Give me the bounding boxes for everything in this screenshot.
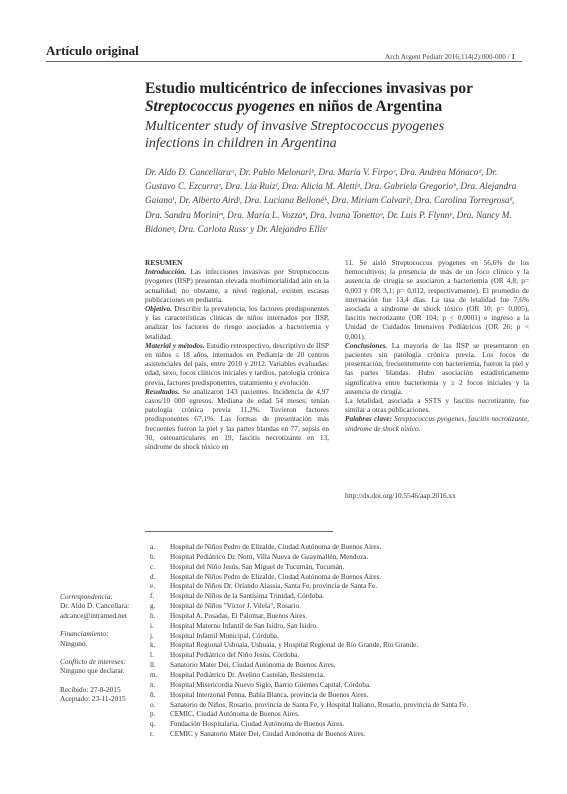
correspondence-email[interactable]: adcance@intramed.net xyxy=(60,610,127,620)
affiliation-key: j. xyxy=(150,631,154,640)
abstract-right-column xyxy=(345,258,529,433)
author-list: Dr. Aldo D. Cancellaraᵃ, Dr. Pablo Melonariᵇ, Dra. María V. Firpoᶜ, Dra. Andrea Mónacoᵈ, Dr. Gustavo C. Ezcurraᵉ, Dra. Lía Ruizᶠ, Dra. Alicia M. Alettiᵍ, Dra. Gabriela Gregorioʰ, Dra. Alejandra Gaianoⁱ, Dr. Alberto Airdʲ, Dra. Luciana Bellonéᵏ, Dra. Miriam Calvariˡ, Dra. Carolina Torregrosaˡˡ, Dra. Sandra Moriniᵐ, Dra. María L. Vozzaⁿ, Dra. Ivana Tonettoᵒ, Dr. Luis P. Flynnᵖ, Dra. Nancy M. Bidoneᵍ, Dra. Carlota Russʳ y Dr. Alejandro Ellisʳ xyxy=(145,167,517,234)
intro-label: Introducción. xyxy=(145,267,187,277)
affiliation-text: Hospital del Niño Jesús, San Miguel de Tucumán, Tucumán. xyxy=(170,562,345,571)
affiliation-text: Hospital de Niños Pedro de Elizalde, Ciudad Autónoma de Buenos Aires. xyxy=(170,543,382,551)
affiliation-key: d. xyxy=(150,572,156,581)
affiliation-key: a. xyxy=(150,543,155,551)
doi-link[interactable]: http://dx.doi.org/10.5546/aap.2016.xx xyxy=(345,491,456,500)
affiliation-item xyxy=(145,710,535,720)
affiliation-item xyxy=(145,622,535,632)
conclusions-label: Conclusiones. xyxy=(345,340,388,350)
correspondence-name: Dr. Aldo D. Cancellara: xyxy=(60,601,130,611)
abstract-heading: RESUMEN xyxy=(145,258,183,267)
affiliation-item xyxy=(145,592,535,602)
affiliation-key: q. xyxy=(150,720,156,729)
affiliation-item xyxy=(145,701,535,711)
title-es-part2: en niños de Argentina xyxy=(295,98,443,115)
abstract-left-column xyxy=(145,258,329,451)
affiliation-text: Hospital Regional Ushuaia, Ushuaia, y Hospital Regional de Río Grande, Río Grande. xyxy=(170,641,419,650)
affiliations-list xyxy=(145,543,535,740)
affiliation-text: Hospital Infantil Municipal, Córdoba. xyxy=(170,631,279,640)
funding-label: Financiamiento: xyxy=(60,629,109,639)
received-date: Recibido: 27-8-2015 xyxy=(60,684,121,694)
affiliation-key: b. xyxy=(150,552,156,561)
affiliation-key: r. xyxy=(150,730,154,739)
affiliation-text: CEMIC, Ciudad Autónoma de Buenos Aires. xyxy=(170,710,300,719)
affiliation-text: Sanatorio de Niños, Rosario, provincia de Santa Fe, y Hospital Italiano, Rosario, provincia de Santa Fe. xyxy=(170,700,469,709)
results-text: Se analizaron 143 pacientes. Incidencia de 4,97 casos/10 000 egresos. Mediana de edad 54 meses; tenían patología crónica previa 11,2%. Tuvieron factores predisponentes 67,1%. Las formas de presentación más frecuentes fueron la piel y las partes blandas en 77, sepsis en 30, osteoarticulares en 19, fascitis necrotizante en 13, síndrome de shock tóxico en xyxy=(145,386,329,452)
affiliation-item xyxy=(145,661,535,671)
affiliation-item xyxy=(145,632,535,642)
dates-block xyxy=(60,685,145,704)
footnote-rule xyxy=(145,531,333,532)
methods-text: Estudio retrospectivo, descriptivo de IISP en niños ≤ 18 años, internados en Pediatría de 20 centros asistenciales del país, entre 2010 y 2012. Variables evaluadas: edad, sexo, focos clínicos iniciales y tardíos, patología crónica previa, factores predisponentes, tratamiento y evolución. xyxy=(145,340,329,387)
funding-value: Ninguno. xyxy=(60,638,88,648)
accepted-date: Aceptado: 23-11-2015 xyxy=(60,694,126,704)
correspondence-label: Correspondencia: xyxy=(60,592,113,601)
affiliation-key: h. xyxy=(150,611,156,620)
intro-text: Las infecciones invasivas por Streptococcus pyogenes (IISP) presentan elevada morbimortalidad aún en la actualidad; no obstante, a nivel regional, existen escasas publicaciones en pediatría. xyxy=(145,267,329,304)
page-separator: / xyxy=(507,53,512,61)
keywords-text: Streptococcus pyogenes, fascitis necrotizante, síndrome de shock tóxico. xyxy=(345,414,530,433)
journal-reference xyxy=(385,53,515,61)
header-rule xyxy=(46,61,522,62)
affiliation-key: f. xyxy=(150,592,155,601)
conclusions-text: La mayoría de las IISP se presentaron en pacientes sin patología crónica previa. Los focos de presentación, frecuentemente con bacteriemia, fueron la piel y las partes blandas. Hubo asociación estadísticamente significativa entre bacteriemia y ≥ 2 focos iniciales y la ausencia de cirugía. xyxy=(345,340,529,396)
affiliation-text: Hospital de Niños "Víctor J. Vilela", Rosario. xyxy=(170,602,301,611)
conclusions-continued: La letalidad, asociada a SSTS y fascitis necrotizante, fue similar a otras publicaciones. xyxy=(345,396,529,415)
objective-label: Objetivo. xyxy=(145,304,172,314)
correspondence-block xyxy=(60,592,145,620)
affiliation-item xyxy=(145,543,535,553)
abstract-methods xyxy=(145,341,329,387)
affiliation-item xyxy=(145,651,535,661)
affiliation-key: l. xyxy=(150,651,154,660)
abstract-introduction xyxy=(145,267,329,304)
affiliation-text: Hospital Pediátrico del Niño Jesús, Córdoba. xyxy=(170,651,300,660)
abstract-objective xyxy=(145,304,329,341)
affiliation-item xyxy=(145,691,535,701)
affiliation-item xyxy=(145,602,535,612)
affiliation-key: ll. xyxy=(150,661,156,670)
affiliation-text: Fundación Hospitalaria, Ciudad Autónoma de Buenos Aires. xyxy=(170,720,345,729)
section-label: Artículo original xyxy=(46,43,139,58)
page-number: 1 xyxy=(511,53,515,61)
affiliation-item xyxy=(145,563,535,573)
affiliation-item xyxy=(145,573,535,583)
affiliation-key: c. xyxy=(150,562,155,571)
affiliation-key: ñ. xyxy=(150,690,156,699)
abstract-conclusions xyxy=(345,341,529,396)
affiliation-item xyxy=(145,582,535,592)
affiliation-item xyxy=(145,730,535,740)
title-es-part1: Estudio multicéntrico de infecciones invasivas por xyxy=(145,80,473,97)
conflicts-value: Ninguno que declarar. xyxy=(60,666,125,676)
methods-label: Material y métodos. xyxy=(145,340,205,350)
affiliation-key: o. xyxy=(150,700,156,709)
affiliation-key: e. xyxy=(150,582,155,591)
affiliation-text: Hospital Materno Infantil de San Isidro, San Isidro. xyxy=(170,621,318,630)
affiliation-key: k. xyxy=(150,641,156,650)
affiliation-text: Sanatorio Mater Dei, Ciudad Autónoma de Buenos Aires. xyxy=(170,661,336,670)
affiliation-item xyxy=(145,641,535,651)
affiliation-text: Hospital Pediátrico Dr. Avelino Castelán, Resistencia. xyxy=(170,670,325,679)
affiliation-key: n. xyxy=(150,680,156,689)
title-en-line1: Multicenter study of invasive Streptococcus pyogenes xyxy=(145,119,445,134)
title-es-species: Streptococcus pyogenes xyxy=(145,98,296,115)
affiliation-text: Hospital de Niños Dr. Orlando Alassia, Santa Fe, provincia de Santa Fe. xyxy=(170,582,378,591)
affiliation-text: Hospital Pediátrico Dr. Notti, Villa Nueva de Guaymallén, Mendoza. xyxy=(170,552,369,561)
affiliation-key: i. xyxy=(150,621,154,630)
affiliation-item xyxy=(145,720,535,730)
affiliation-item xyxy=(145,671,535,681)
affiliation-item xyxy=(145,553,535,563)
affiliation-text: Hospital A. Posadas, El Palomar, Buenos Aires. xyxy=(170,611,308,620)
affiliation-item xyxy=(145,612,535,622)
conflicts-label: Conflicto de intereses: xyxy=(60,657,126,667)
title-en-line2: infections in children in Argentina xyxy=(145,136,337,151)
affiliation-item xyxy=(145,681,535,691)
abstract-keywords xyxy=(345,414,529,432)
affiliation-text: Hospital Interzonal Penna, Bahía Blanca, provincia de Buenos Aires. xyxy=(170,690,369,699)
article-sidebar xyxy=(60,592,145,713)
affiliation-key: m. xyxy=(150,670,158,679)
abstract-results xyxy=(145,387,329,451)
title-english xyxy=(145,118,525,152)
journal-citation: Arch Argent Pediatr 2016;114(2):000-000 xyxy=(385,53,506,61)
results-label: Resultados. xyxy=(145,386,180,396)
funding-block xyxy=(60,629,145,648)
affiliation-text: Hospital de Niños Pedro de Elizalde, Ciudad Autónoma de Buenos Aires. xyxy=(170,572,382,581)
conflicts-block xyxy=(60,657,145,676)
affiliation-key: p. xyxy=(150,710,156,719)
affiliation-text: CEMIC y Sanatorio Mater Dei, Ciudad Autónoma de Buenos Aires. xyxy=(170,730,366,739)
affiliation-key: g. xyxy=(150,602,156,611)
results-continued: 11. Se aisló Streptococcus pyogenes en 56,6% de los hemocultivos; la presencia de más de un foco clínico y la ausencia de cirugía se asociaron a bacteriemia (OR 4,8; p= 0,003 y OR 3,1; p= 0,012, respectivamente). El promedio de internación fue 13,4 días. La tasa de letalidad fue 7,6% asociada a síndrome de shock tóxico (OR 10; p= 0,005), fascitis necrotizante (OR 104; p < 0,0001) e ingreso a la Unidad de Cuidados Intensivos Pediátricos (OR 26; p < 0,001). xyxy=(345,258,529,341)
objective-text: Describir la prevalencia, los factores predisponentes y las características clínicas de niños internados por IISP, analizar los factores de riesgo asociados a bacteriemia y letalidad. xyxy=(145,304,329,341)
title-spanish xyxy=(145,80,525,116)
keywords-label: Palabras clave: xyxy=(345,414,392,424)
affiliation-text: Hospital Misericordia Nuevo Siglo, Barrio Güemes Capital, Córdoba. xyxy=(170,680,371,689)
affiliation-text: Hospital de Niños de la Santísima Trinidad, Córdoba. xyxy=(170,592,324,601)
